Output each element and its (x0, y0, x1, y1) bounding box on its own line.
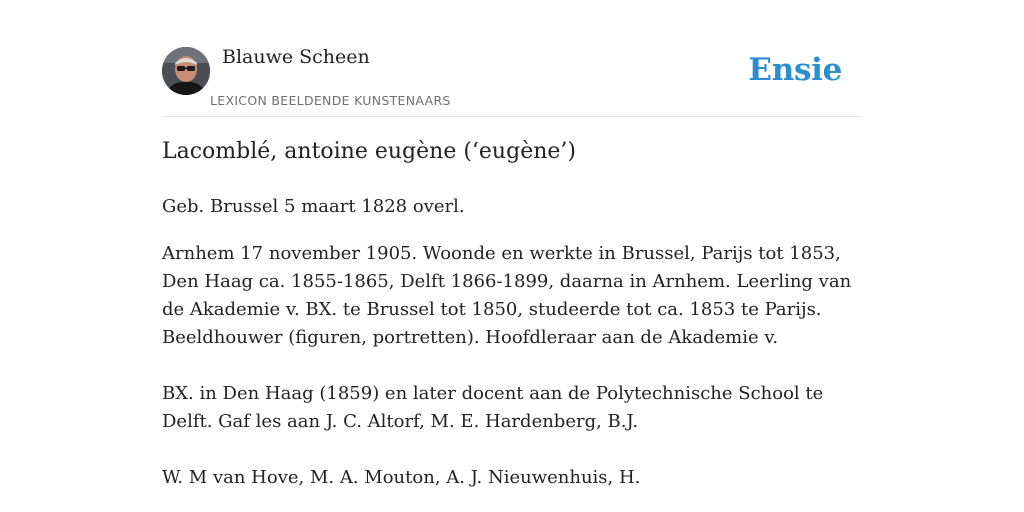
author-name-link[interactable]: Blauwe Scheen (222, 46, 370, 68)
header (162, 46, 862, 117)
author-avatar[interactable] (162, 47, 210, 95)
avatar-portrait-icon (162, 47, 210, 95)
article-paragraph: Arnhem 17 november 1905. Woonde en werkte in Brussel, Parijs tot 1853, Den Haag ca. 1855-1865, Delft 1866-1899, daarna in Arnhem. Leerling van de Akademie v. BX. te Brussel tot 1850, studeerde tot ca. 1853 te Parijs. Beeldhouwer (figuren, portretten). Hoofdleraar aan de Akademie v. (162, 243, 852, 348)
ensie-logo[interactable]: Ensie (748, 52, 842, 88)
article-paragraph: Geb. Brussel 5 maart 1828 overl. (162, 196, 465, 217)
article-title: Lacomblé, antoine eugène (‘eugène’) (162, 139, 576, 164)
article-paragraph: W. M van Hove, M. A. Mouton, A. J. Nieuwenhuis, H. (162, 467, 641, 488)
article-paragraph: BX. in Den Haag (1859) en later docent aan de Polytechnische School te Delft. Gaf les aan J. C. Altorf, M. E. Hardenberg, B.J. (162, 383, 824, 432)
article-body (162, 193, 852, 492)
section-label: LEXICON BEELDENDE KUNSTENAARS (210, 93, 451, 108)
